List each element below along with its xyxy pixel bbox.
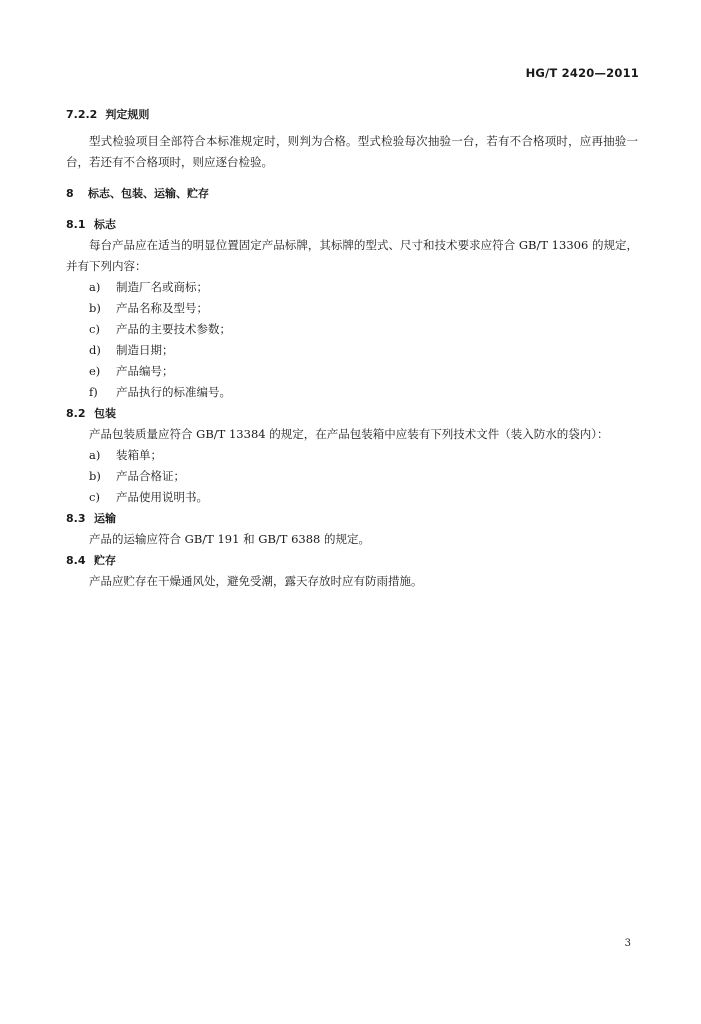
list-item: e) 产品编号； bbox=[89, 364, 174, 378]
section-number: 8 bbox=[66, 187, 74, 200]
heading-8-3 bbox=[66, 508, 638, 529]
section-title: 判定规则 bbox=[105, 108, 150, 121]
paragraph-8-1: 每台产品应在适当的明显位置固定产品标牌，其标牌的型式、尺寸和技术要求应符合 GB/T 13306 的规定，并有下列内容： bbox=[66, 238, 638, 273]
heading-8-4 bbox=[66, 550, 638, 571]
section-title: 贮存 bbox=[94, 554, 116, 567]
heading-8 bbox=[66, 183, 638, 204]
section-title: 包装 bbox=[94, 407, 116, 420]
list-item: d) 制造日期； bbox=[89, 343, 174, 357]
paragraph-7-2-2: 型式检验项目全部符合本标准规定时，则判为合格。型式检验每次抽验一台，若有不合格项时，应再抽验一台，若还有不合格项时，则应逐台检验。 bbox=[66, 134, 638, 169]
list-item: f) 产品执行的标准编号。 bbox=[89, 385, 231, 399]
heading-8-2 bbox=[66, 403, 638, 424]
list-item: b) 产品合格证； bbox=[89, 469, 185, 483]
section-title: 标志 bbox=[94, 218, 116, 231]
heading-8-1 bbox=[66, 214, 638, 235]
list-item: a) 装箱单； bbox=[89, 448, 162, 462]
page-number: 3 bbox=[624, 938, 631, 949]
section-number: 8.4 bbox=[66, 554, 86, 567]
list-item: a) 制造厂名或商标； bbox=[89, 280, 208, 294]
section-number: 8.3 bbox=[66, 512, 86, 525]
list-item: b) 产品名称及型号； bbox=[89, 301, 208, 315]
standard-code: HG/T 2420—2011 bbox=[525, 66, 639, 80]
section-number: 8.1 bbox=[66, 218, 86, 231]
document-body bbox=[66, 104, 638, 592]
section-title: 标志、包装、运输、贮存 bbox=[88, 187, 209, 200]
section-number: 8.2 bbox=[66, 407, 86, 420]
heading-7-2-2 bbox=[66, 104, 638, 125]
list-item: c) 产品使用说明书。 bbox=[89, 490, 208, 504]
paragraph-8-2: 产品包装质量应符合 GB/T 13384 的规定，在产品包装箱中应装有下列技术文件（装入防水的袋内）： bbox=[89, 427, 609, 441]
section-number: 7.2.2 bbox=[66, 108, 98, 121]
list-item: c) 产品的主要技术参数； bbox=[89, 322, 231, 336]
paragraph-8-3: 产品的运输应符合 GB/T 191 和 GB/T 6388 的规定。 bbox=[89, 532, 371, 546]
section-title: 运输 bbox=[94, 512, 116, 525]
paragraph-8-4: 产品应贮存在干燥通风处，避免受潮，露天存放时应有防雨措施。 bbox=[89, 574, 423, 588]
